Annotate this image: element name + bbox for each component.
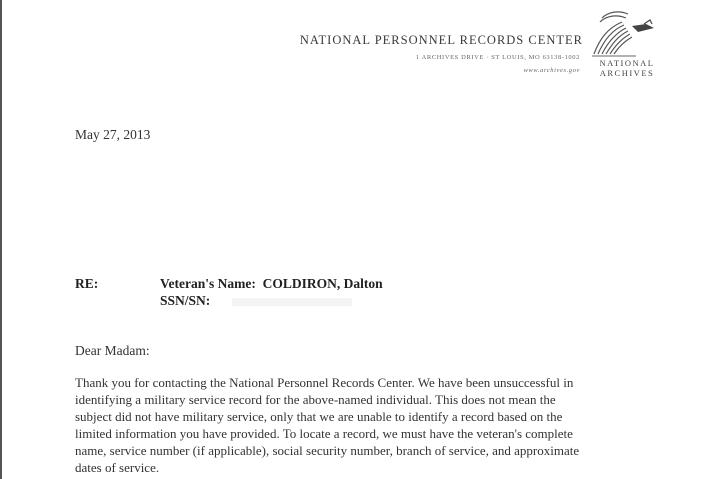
- salutation: Dear Madam:: [75, 343, 150, 358]
- letterhead-title: NATIONAL PERSONNEL RECORDS CENTER: [299, 33, 583, 47]
- veteran-name-label: Veteran's Name:: [160, 276, 256, 291]
- letterhead-website: www.archives.gov: [523, 67, 580, 74]
- ssn-label: SSN/SN:: [160, 293, 211, 308]
- re-label: RE:: [75, 276, 99, 291]
- letter-date: May 27, 2013: [75, 127, 151, 142]
- letterhead-address: 1 ARCHIVES DRIVE · ST LOUIS, MO 63138-1002: [415, 54, 580, 61]
- logo-text-line-2: ARCHIVES: [599, 68, 655, 78]
- logo-text-line-1: NATIONAL: [599, 58, 655, 68]
- veteran-name-value: COLDIRON, Dalton: [262, 276, 383, 291]
- veteran-name-line: [160, 276, 383, 292]
- logo-wordmark: [592, 58, 662, 78]
- body-line: Thank you for contacting the National Personnel Records Center. We have been unsuccessful in: [75, 375, 574, 390]
- page-edge: [0, 0, 2, 479]
- body-line: name, service number (if applicable), social security number, branch of service, and approximate: [75, 443, 580, 458]
- redacted-ssn: [232, 298, 352, 306]
- body-line: limited information you have provided. To locate a record, we must have the veteran's complete: [75, 426, 573, 441]
- body-line: subject did not have military service, only that we are unable to identify a record based on the: [75, 409, 563, 424]
- body-line: dates of service.: [75, 460, 160, 475]
- national-archives-eagle-icon: [588, 8, 660, 60]
- body-line: identifying a military service record for the above-named individual. This does not mean the: [75, 392, 556, 407]
- body-paragraph: [75, 374, 655, 476]
